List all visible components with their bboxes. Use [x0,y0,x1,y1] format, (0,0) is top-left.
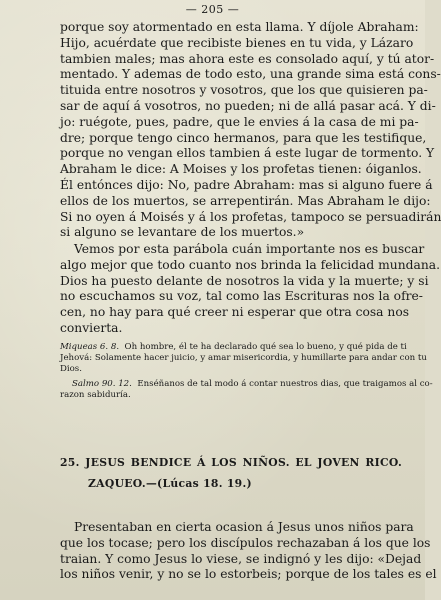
note-line: razon sabiduría. [60,389,131,400]
note-reference: Miqueas 6. 8. [60,342,120,352]
text-line: convierta. [60,320,123,335]
paragraph-jesus-children [60,520,437,583]
heading-line: 25. JESUS BENDICE Á LOS NIÑOS. EL JOVEN RICO. [60,456,402,469]
text-line: Si no oyen á Moisés y á los profetas, tampoco se persuadirán [60,209,441,224]
text-line: Abraham le dice: A Moises y los profetas tienen: óiganlos. [60,162,422,177]
heading-line: ZAQUEO.—(Lúcas 18. 19.) [88,477,252,490]
text-line: ellos de los muertos, se arrepentirán. Mas Abraham le dijo: [60,193,431,208]
text-line: porque no vengan ellos tambien á este lugar de tormento. Y [60,146,435,161]
text-line: que los tocase; pero los discípulos rechazaban á los que los [60,535,431,550]
text-line: porque soy atormentado en esta llama. Y díjole Abraham: [60,20,419,34]
text-line: tituida entre nosotros y vosotros, que los que quisieren pa- [60,83,428,98]
text-line: no escuchamos su voz, tal como las Escrituras nos la ofre- [60,289,423,304]
text-line: si alguno se levantare de los muertos.» [60,225,305,240]
text-line: algo mejor que todo cuanto nos brinda la felicidad mundana. [60,257,440,272]
text-line: cen, no hay para qué creer ni esperar que otra cosa nos [60,305,410,320]
text-line: Presentaban en cierta ocasion á Jesus unos niños para [74,520,414,534]
text-line: Hijo, acuérdate que recibiste bienes en tu vida, y Lázaro [60,35,414,50]
note-reference: Salmo 90. 12. [72,378,132,389]
text-line: Dios ha puesto delante de nosotros la vida y la muerte; y si [60,273,429,288]
paragraph-commentary [60,242,440,337]
paragraph-parable-ending [60,20,441,241]
text-line: mentado. Y ademas de todo esto, una grande sima está cons- [60,67,441,82]
note-line [60,378,433,390]
text-line: Vemos por esta parábola cuán importante nos es buscar [74,242,425,256]
text-line: los niños venir, y no se lo estorbeis; porque de los tales es el [60,567,437,582]
text-line: traian. Y como Jesus lo viese, se indignó y les dijo: «Dejad [60,551,422,566]
text-line: jo: ruégote, pues, padre, que le envies á la casa de mi pa- [60,114,419,129]
note-text: Oh hombre, él te ha declarado qué sea lo bueno, y qué pida de ti [124,342,407,352]
note-line: Jehová: Solamente hacer juicio, y amar misericordia, y humillarte para andar con tu [60,353,427,364]
text-line: dre; porque tengo cinco hermanos, para que les testifique, [60,130,427,145]
text-line: sar de aquí á vosotros, no pueden; ni de allá pasar acá. Y di- [60,98,436,113]
note-line [60,342,407,353]
page-number: — 205 — [185,3,240,16]
note-line: Dios. [60,364,82,375]
text-line: tambien males; mas ahora este es consolado aquí, y tú ator- [60,51,435,66]
text-line: Él entónces dijo: No, padre Abraham: mas si alguno fuere á [60,177,433,192]
section-heading [60,452,402,494]
scripture-notes [60,342,433,401]
note-text: Enséñanos de tal modo á contar nuestros dias, que traigamos al co- [137,378,433,389]
